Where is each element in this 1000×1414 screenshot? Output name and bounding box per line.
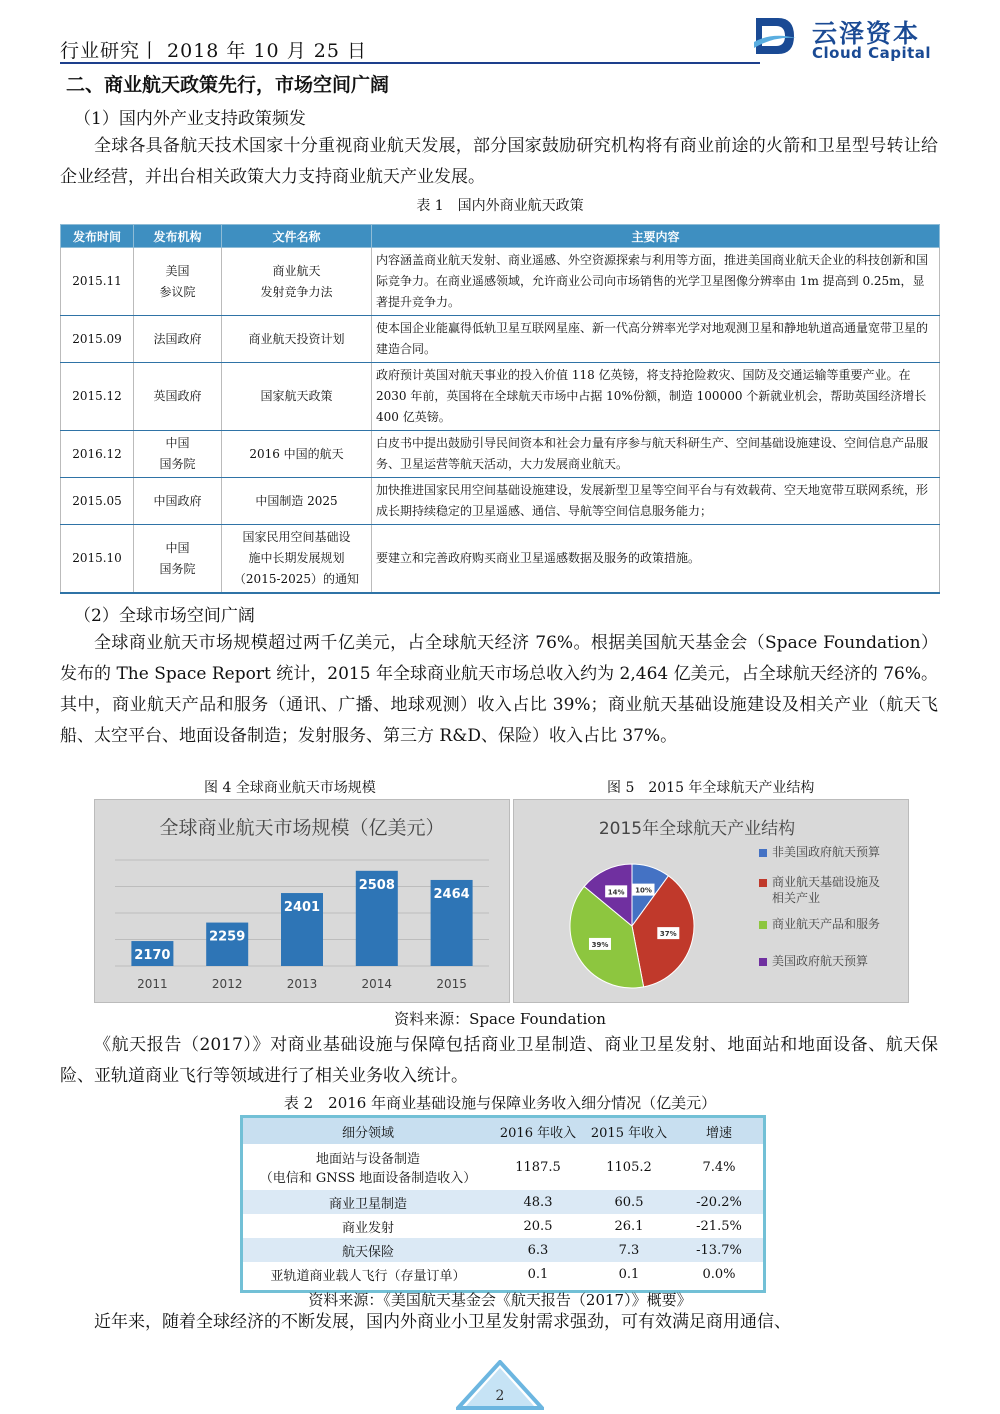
table-cell: 2015.09	[61, 316, 134, 363]
table-cell: 政府预计英国对航天事业的投入价值 118 亿英镑，将支持抢险救灾、国防及交通运输等重要产业。在 2030 年前，英国将在全球航天市场中占据 10%份额，制造 100000 个新就业机会，帮助英国经济增长 400 亿英镑。	[372, 363, 940, 431]
table-cell: 英国政府	[134, 363, 222, 431]
section-title: 二、商业航天政策先行，市场空间广阔	[66, 74, 390, 96]
table-cell: 亚轨道商业载人飞行（存量订单）	[243, 1262, 493, 1286]
table-cell: 2015.10	[61, 525, 134, 594]
table-cell: 商业发射	[243, 1214, 493, 1238]
table-cell: 商业航天 发射竞争力法	[222, 248, 372, 316]
table-cell: 中国 国务院	[134, 431, 222, 478]
chart-title: 全球商业航天市场规模（亿美元）	[159, 817, 445, 839]
bar-chart	[94, 799, 510, 1003]
table-cell: 0.1	[583, 1262, 675, 1286]
table-row	[243, 1190, 763, 1214]
table-cell: 2015.05	[61, 478, 134, 525]
logo-text-en: Cloud Capital	[812, 44, 932, 62]
subsection-title-1: （1）国内外产业支持政策频发	[74, 109, 306, 129]
column-header: 增速	[675, 1118, 763, 1144]
paragraph-3: 《航天报告（2017）》对商业基础设施与保障包括商业卫星制造、商业卫星发射、地面站和地面设备、航天保险、亚轨道商业飞行等领域进行了相关业务收入统计。	[60, 1035, 938, 1086]
table-cell: -20.2%	[675, 1190, 763, 1214]
table-cell: 商业航天投资计划	[222, 316, 372, 363]
logo-text-cn: 云泽资本	[812, 19, 921, 48]
chart-title: 2015年全球航天产业结构	[598, 819, 796, 839]
header-rule	[60, 62, 760, 64]
subsection-title-2: （2）全球市场空间广阔	[74, 606, 255, 626]
table-cell: 航天保险	[243, 1238, 493, 1262]
legend-swatch	[759, 849, 767, 857]
x-tick-label: 2012	[211, 977, 243, 991]
legend-label: 美国政府航天预算	[772, 954, 869, 968]
column-header: 发布机构	[134, 225, 222, 248]
table-cell: 内容涵盖商业航天发射、商业遥感、外空资源探索与利用等方面，推进美国商业航天企业的科技创新和国际竞争力。在商业遥感领域，允许商业公司向市场销售的光学卫星图像分辨率由 1m 提高到 0.25m，显著提升竞争力。	[372, 248, 940, 316]
table-row	[61, 248, 940, 316]
header-title: 行业研究丨 2018 年 10 月 25 日	[60, 40, 367, 62]
slice-label: 10%	[635, 886, 652, 895]
slice-label: 37%	[659, 930, 677, 939]
table-row	[243, 1214, 763, 1238]
table-cell: 美国 参议院	[134, 248, 222, 316]
paragraph-4: 近年来，随着全球经济的不断发展，国内外商业小卫星发射需求强劲，可有效满足商用通信、	[94, 1312, 791, 1332]
table1-caption: 表 1 国内外商业航天政策	[416, 198, 584, 214]
x-tick-label: 2014	[361, 977, 393, 991]
table-cell: 2015.12	[61, 363, 134, 431]
table-row	[243, 1144, 763, 1190]
table2-caption: 表 2 2016 年商业基础设施与保障业务收入细分情况（亿美元）	[283, 1094, 717, 1112]
table-cell: 国家航天政策	[222, 363, 372, 431]
bar-value-label: 2170	[134, 948, 171, 964]
table-cell: 中国 国务院	[134, 525, 222, 594]
table-cell: 使本国企业能赢得低轨卫星互联网星座、新一代高分辨率光学对地观测卫星和静地轨道高通量宽带卫星的建造合同。	[372, 316, 940, 363]
revenue-table	[243, 1118, 763, 1286]
bar-value-label: 2259	[209, 929, 246, 945]
pie-chart-svg	[514, 800, 908, 1002]
bar-chart-svg	[95, 800, 509, 1002]
table-row	[61, 431, 940, 478]
bar-value-label: 2464	[433, 886, 470, 902]
page-number: 2	[495, 1388, 505, 1404]
table-cell: 要建立和完善政府购买商业卫星遥感数据及服务的政策措施。	[372, 525, 940, 594]
table-row	[61, 525, 940, 594]
table2-source: 资料来源：《美国航天基金会《航天报告（2017）》概要》	[308, 1291, 692, 1309]
table-cell: 国家民用空间基础设 施中长期发展规划 （2015-2025）的通知	[222, 525, 372, 594]
table-cell: 商业卫星制造	[243, 1190, 493, 1214]
page-number-badge	[456, 1360, 544, 1410]
legend-swatch	[759, 879, 767, 887]
table-cell: 加快推进国家民用空间基础设施建设，发展新型卫星等空间平台与有效载荷、空天地宽带互联网系统，形成长期持续稳定的卫星遥感、通信、导航等空间信息服务能力；	[372, 478, 940, 525]
x-tick-label: 2013	[286, 977, 318, 991]
table-cell: 26.1	[583, 1214, 675, 1238]
legend-swatch	[759, 958, 767, 966]
legend-label: 商业航天产品和服务	[772, 917, 881, 931]
table-row	[61, 363, 940, 431]
table-cell: 1105.2	[583, 1144, 675, 1190]
legend-swatch	[759, 921, 767, 929]
paragraph-1: 全球各具备航天技术国家十分重视商业航天发展，部分国家鼓励研究机构将有商业前途的火箭和卫星型号转让给企业经营，并出台相关政策大力支持商业航天产业发展。	[60, 136, 938, 187]
table-cell: 2016.12	[61, 431, 134, 478]
table-row	[243, 1238, 763, 1262]
table-cell: 6.3	[493, 1238, 583, 1262]
legend-label: 非美国政府航天预算	[772, 845, 881, 859]
table-cell: 60.5	[583, 1190, 675, 1214]
table-row	[61, 316, 940, 363]
revenue-table-frame	[240, 1115, 766, 1293]
figure5-caption: 图 5 2015 年全球航天产业结构	[607, 780, 815, 796]
figure-source: 资料来源：Space Foundation	[394, 1010, 606, 1028]
slice-label: 14%	[607, 888, 625, 897]
table-cell: 0.1	[493, 1262, 583, 1286]
column-header: 细分领域	[243, 1118, 493, 1144]
column-header: 文件名称	[222, 225, 372, 248]
bar-value-label: 2401	[283, 900, 321, 916]
cloud-capital-logo-icon	[752, 12, 798, 60]
policy-table	[60, 224, 940, 594]
table-cell: 白皮书中提出鼓励引导民间资本和社会力量有序参与航天科研生产、空间基础设施建设、空间信息产品服务、卫星运营等航天活动，大力发展商业航天。	[372, 431, 940, 478]
table-cell: 2015.11	[61, 248, 134, 316]
table-cell: 7.3	[583, 1238, 675, 1262]
table-row	[243, 1262, 763, 1286]
column-header: 2016 年收入	[493, 1118, 583, 1144]
table-cell: 48.3	[493, 1190, 583, 1214]
table-cell: 1187.5	[493, 1144, 583, 1190]
table-row	[61, 478, 940, 525]
table-cell: 地面站与设备制造 （电信和 GNSS 地面设备制造收入）	[243, 1144, 493, 1190]
figure4-caption: 图 4 全球商业航天市场规模	[204, 780, 376, 796]
table-cell: -13.7%	[675, 1238, 763, 1262]
legend-label: 相关产业	[772, 891, 821, 905]
slice-label: 39%	[591, 940, 609, 949]
column-header: 2015 年收入	[583, 1118, 675, 1144]
table-cell: 2016 中国的航天	[222, 431, 372, 478]
table-cell: -21.5%	[675, 1214, 763, 1238]
table-cell: 法国政府	[134, 316, 222, 363]
pie-chart	[513, 799, 909, 1003]
column-header: 主要内容	[372, 225, 940, 248]
column-header: 发布时间	[61, 225, 134, 248]
table-cell: 20.5	[493, 1214, 583, 1238]
legend-label: 商业航天基础设施及	[772, 875, 881, 889]
table-cell: 中国制造 2025	[222, 478, 372, 525]
paragraph-2: 全球商业航天市场规模超过两千亿美元，占全球航天经济 76%。根据美国航天基金会（Space Foundation）发布的 The Space Report 统计，2015 年全球商业航天市场总收入约为 2,464 亿美元，占全球航天经济的 76%。其中，商业航天产品和服务（通讯、广播、地球观测）收入占比 39%；商业航天基础设施建设及相关产业（航天飞船、太空平台、地面设备制造；发射服务、第三方 R&D、保险）收入占比 37%。	[60, 633, 938, 746]
x-tick-label: 2011	[137, 977, 168, 991]
bar-value-label: 2508	[358, 877, 395, 893]
x-tick-label: 2015	[436, 977, 467, 991]
table-cell: 7.4%	[675, 1144, 763, 1190]
table-cell: 0.0%	[675, 1262, 763, 1286]
table-cell: 中国政府	[134, 478, 222, 525]
